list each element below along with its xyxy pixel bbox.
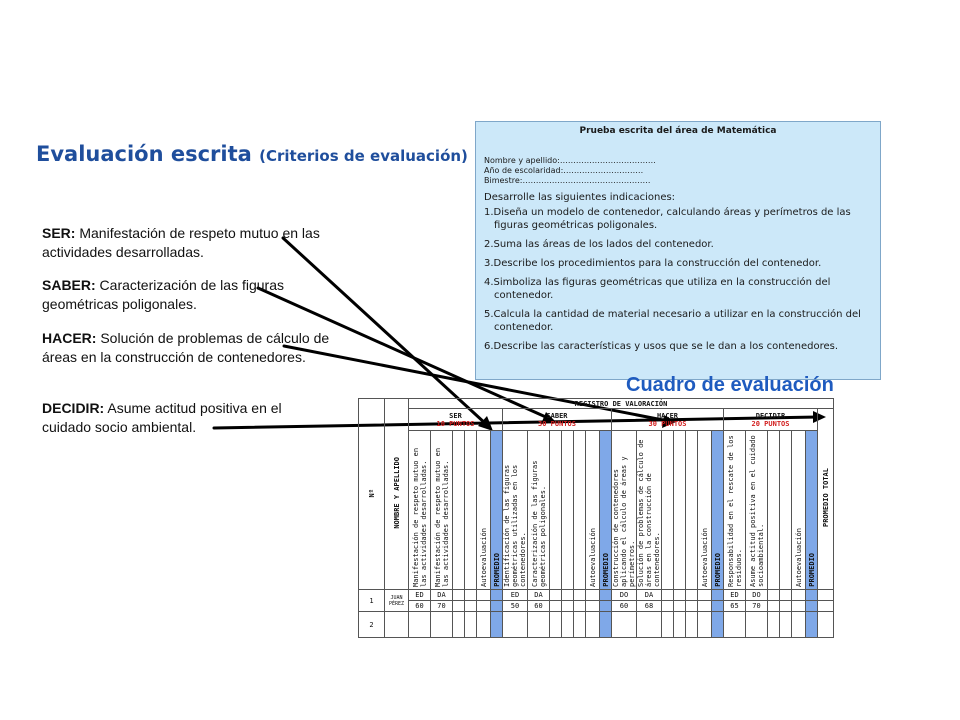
col-header <box>477 431 491 590</box>
dim-ser-header <box>409 409 503 431</box>
col-header-promedio <box>600 431 612 590</box>
exam-item: 5.Calcula la cantidad de material necesario a utilizar en la construcción del contenedor. <box>484 309 861 333</box>
field-year: Año de escolaridad:………………………… <box>484 166 644 175</box>
col-label: Manifestación de respeto mutuo en las actividades desarrolladas. <box>411 447 428 587</box>
col-header <box>698 431 712 590</box>
total-header-cell <box>818 409 834 590</box>
criterion-hacer <box>42 329 332 367</box>
exam-item: 2.Suma las áreas de los lados del contenedor. <box>484 239 714 250</box>
col-label: Responsabilidad en el rescate de los residuos. <box>726 435 743 587</box>
col-header <box>674 431 686 590</box>
col-label: Autoevaluación <box>588 527 597 587</box>
criterion-label: HACER: <box>42 330 97 346</box>
criterion-saber <box>42 276 332 314</box>
registro-header: REGISTRO DE VALORACIÓN <box>409 399 834 409</box>
col-label: PROMEDIO <box>713 553 722 587</box>
col-header <box>586 431 600 590</box>
dim-points: 30 PUNTOS <box>648 419 687 428</box>
col-header <box>550 431 562 590</box>
grade-cell: DA <box>431 590 453 601</box>
col-header <box>686 431 698 590</box>
row-no: 1 <box>359 590 385 612</box>
criterion-decidir <box>42 399 332 437</box>
col-label: Solución de problemas de cálculo de áreas en la construcción de contenedores. <box>637 439 661 587</box>
col-header-promedio <box>491 431 503 590</box>
col-label: Autoevaluación <box>700 527 709 587</box>
dim-saber-header <box>503 409 612 431</box>
col-header <box>431 431 453 590</box>
col-header <box>612 431 637 590</box>
col-label: Asume actitud positiva en el cuidado socioambiental. <box>748 435 765 587</box>
criterion-label: SABER: <box>42 277 96 293</box>
col-header <box>792 431 806 590</box>
student-name: JUAN PÉREZ <box>385 590 409 612</box>
dim-hacer-header <box>612 409 724 431</box>
col-header <box>780 431 792 590</box>
evaluation-table <box>358 398 834 638</box>
col-header <box>409 431 431 590</box>
col-label: Manifestación de respeto mutuo en las actividades desarrolladas. <box>433 447 450 587</box>
criterion-label: SER: <box>42 225 76 241</box>
exam-items <box>484 206 874 353</box>
score-cell: 60 <box>409 601 431 612</box>
col-header <box>724 431 746 590</box>
col-label: Identificación de las figuras geométricas utilizadas en los contenedores. <box>503 464 527 587</box>
no-header-cell <box>359 399 385 590</box>
col-header <box>637 431 662 590</box>
cuadro-title: Cuadro de evaluación <box>626 374 834 396</box>
title-sub: (Criterios de evaluación) <box>259 147 468 165</box>
criterion-label: DECIDIR: <box>42 400 105 416</box>
col-label: Autoevaluación <box>794 527 803 587</box>
criterion-ser <box>42 224 332 262</box>
dim-name: SER <box>449 411 462 420</box>
col-header <box>662 431 674 590</box>
field-name: Nombre y apellido:……………………………… <box>484 156 656 165</box>
exam-box <box>475 121 881 380</box>
exam-item: 1.Diseña un modelo de contenedor, calculando áreas y perímetros de las figuras geométricas poligonales. <box>484 207 851 231</box>
col-label: PROMEDIO <box>807 553 816 587</box>
name-header-cell <box>385 399 409 590</box>
dim-name: DECIDIR <box>755 411 786 420</box>
grade-cell: DA <box>528 590 550 601</box>
col-label: Caracterización de las figuras geométricas poligonales. <box>530 460 547 587</box>
dim-points: 10 PUNTOS <box>436 419 475 428</box>
dim-name: SABER <box>546 411 568 420</box>
score-cell: 68 <box>637 601 662 612</box>
dim-points: 30 PUNTOS <box>538 419 576 428</box>
grade-cell: ED <box>409 590 431 601</box>
col-header-promedio <box>806 431 818 590</box>
col-header-promedio <box>712 431 724 590</box>
score-cell: 50 <box>503 601 528 612</box>
grade-cell: DO <box>746 590 768 601</box>
dim-points: 20 PUNTOS <box>751 419 790 428</box>
field-bimester: Bimestre:………………………………………… <box>484 176 651 185</box>
total-header: PROMEDIO TOTAL <box>821 468 830 528</box>
exam-item: 4.Simboliza las figuras geométricas que utiliza en la construcción del contenedor. <box>484 277 831 301</box>
col-header <box>465 431 477 590</box>
exam-fields <box>484 156 880 186</box>
exam-item: 3.Describe los procedimientos para la construcción del contenedor. <box>484 258 822 269</box>
grade-cell: ED <box>724 590 746 601</box>
criterion-text: Asume actitud positiva en el cuidado socio ambiental. <box>42 400 282 435</box>
score-cell: 65 <box>724 601 746 612</box>
col-label: Autoevaluación <box>479 527 488 587</box>
col-header <box>528 431 550 590</box>
col-label: Construcción de contenedores aplicando el cálculo de áreas y perímetros. <box>612 456 636 587</box>
col-header <box>574 431 586 590</box>
grade-cell: ED <box>503 590 528 601</box>
col-label: PROMEDIO <box>601 553 610 587</box>
exam-title: Prueba escrita del área de Matemática <box>579 126 777 136</box>
col-header <box>453 431 465 590</box>
criterion-text: Manifestación de respeto mutuo en las actividades desarrolladas. <box>42 225 320 260</box>
exam-item: 6.Describe las características y usos que se le dan a los contenedores. <box>484 341 839 352</box>
col-header <box>503 431 528 590</box>
dim-name: HACER <box>656 411 679 420</box>
criterion-text: Solución de problemas de cálculo de áreas en la construcción de contenedores. <box>42 330 330 365</box>
col-header <box>768 431 780 590</box>
dim-decidir-header <box>724 409 818 431</box>
criterion-text: Caracterización de las figuras geométricas poligonales. <box>42 277 284 312</box>
col-label: PROMEDIO <box>492 553 501 587</box>
grade-cell: DO <box>612 590 637 601</box>
title-main: Evaluación escrita <box>36 142 252 166</box>
score-cell: 60 <box>612 601 637 612</box>
score-cell: 70 <box>746 601 768 612</box>
col-header <box>562 431 574 590</box>
col-header <box>746 431 768 590</box>
exam-instruction: Desarrolle las siguientes indicaciones: <box>484 192 676 203</box>
grade-cell: DA <box>637 590 662 601</box>
row-no: 2 <box>359 612 385 638</box>
page-title <box>36 142 476 166</box>
score-cell: 60 <box>528 601 550 612</box>
score-cell: 70 <box>431 601 453 612</box>
name-header: NOMBRE Y APELLIDO <box>392 457 401 529</box>
no-header: Nº <box>367 488 376 498</box>
